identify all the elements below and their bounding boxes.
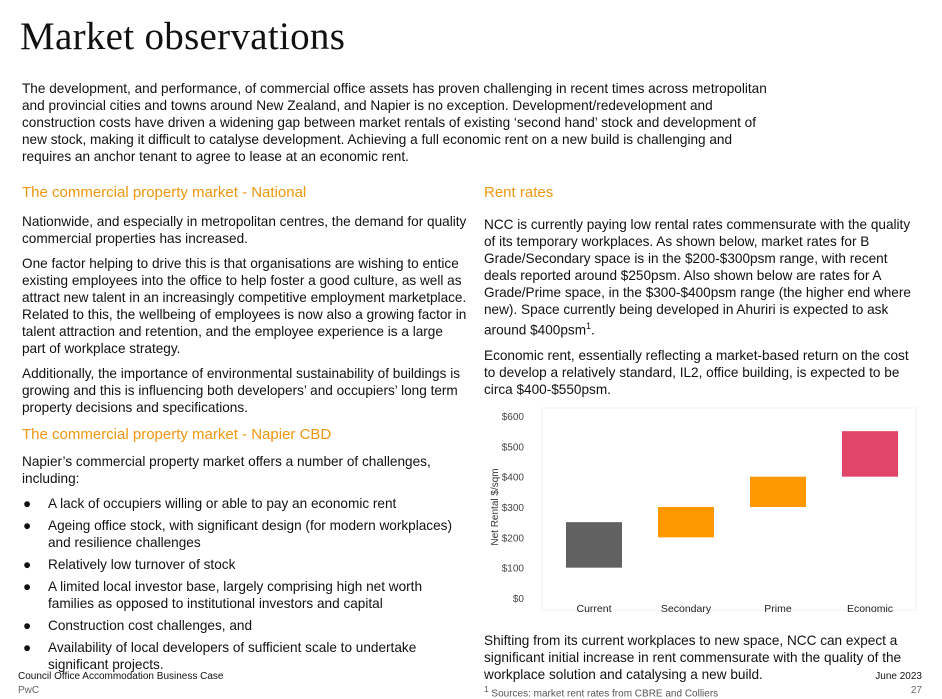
y-tick-label: $400 xyxy=(501,472,524,484)
list-item: ● Ageing office stock, with significant design (for modern workplaces) and resilience challenges xyxy=(23,518,452,550)
bullet-icon: ● xyxy=(23,518,32,533)
y-axis-label: Net Rental $/sqm xyxy=(490,467,501,546)
national-paragraph-1: Nationwide, and especially in metropolitan centres, the demand for quality commercial properties has increased. xyxy=(22,214,467,246)
list-item: ● A lack of occupiers willing or able to pay an economic rent xyxy=(23,496,397,511)
y-tick-label: $200 xyxy=(501,532,524,544)
bullet-icon: ● xyxy=(23,618,32,633)
x-tick-label: Economic xyxy=(846,602,894,615)
y-tick-label: $300 xyxy=(501,502,524,514)
bar xyxy=(750,476,806,506)
page-title: Market observations xyxy=(20,15,346,58)
heading-napier: The commercial property market - Napier CBD xyxy=(22,426,332,443)
rent-chart xyxy=(484,406,920,624)
bar xyxy=(566,522,622,567)
left-column xyxy=(22,184,467,678)
bullet-icon: ● xyxy=(23,557,32,572)
y-tick-label: $100 xyxy=(501,563,524,575)
footnote-ref: 1 xyxy=(586,321,592,331)
footer-title: Council Office Accommodation Business Case xyxy=(18,671,224,682)
list-item: ● Relatively low turnover of stock xyxy=(23,557,236,572)
bar xyxy=(658,507,714,537)
national-paragraph-3: Additionally, the importance of environmental sustainability of buildings is growing and this is influencing both developers’ and occupiers’ long term property decisions and specifications. xyxy=(22,366,461,415)
footnote: $^1$ Sources: market rent rates from CBRE and Colliers xyxy=(484,684,719,699)
footer-brand: PwC xyxy=(18,685,40,696)
napier-intro: Napier’s commercial property market offers a number of challenges, including: xyxy=(22,454,431,486)
y-tick-label: $600 xyxy=(501,411,524,423)
heading-rent-rates: Rent rates xyxy=(484,184,554,201)
x-tick-label: Secondary xyxy=(660,602,712,615)
x-tick-label: Current xyxy=(576,602,612,615)
heading-national: The commercial property market - National xyxy=(22,184,307,201)
intro-paragraph: The development, and performance, of commercial office assets has proven challenging in recent times across metropolitan and provincial cities and towns around New Zealand, and Napier is no exception. Development/redevelopment and construction costs have driven a widening gap between market rentals of existing ‘second hand’ stock and development of new stock, making it difficult to catalyse development. Achieving a full economic rent on a new build is challenging and requires an anchor tenant to agree to lease at an economic rent. xyxy=(22,81,767,164)
bullet-icon: ● xyxy=(23,640,32,655)
bar xyxy=(842,431,898,477)
bullet-icon: ● xyxy=(23,579,32,594)
y-tick-label: $0 xyxy=(512,593,524,605)
list-item: ● A limited local investor base, largely comprising high net worth families as opposed to institutional investors and capital xyxy=(23,579,423,611)
bullet-icon: ● xyxy=(23,496,32,511)
footer-date: June 2023 xyxy=(875,671,922,682)
rent-paragraph-1: NCC is currently paying low rental rates commensurate with the quality of its temporary workplaces. As shown below, market rates for B Grade/Secondary space is in the $200-$300psm range, with recent deals reported around $250psm. Also shown below are rates for A Grade/Prime space, in the $300-$400psm range (the higher end where new). Space currently being developed in Ahuriri is expected to ask around $400psm$^1$. xyxy=(484,217,911,338)
right-column xyxy=(484,184,920,691)
national-paragraph-2: One factor helping to drive this is that organisations are wishing to entice existing employees into the office to help foster a good culture, as well as attract new talent in an increasingly competitive employment marketplace. Related to this, the wellbeing of employees is now also a growing factor in talent attraction and retention, and the employee experience is a large part of workplace strategy. xyxy=(22,256,467,356)
challenges-list xyxy=(22,495,467,673)
rent-paragraph-2: Economic rent, essentially reflecting a market-based return on the cost to develop a relatively standard, IL2, office building, is expected to be circa $400-$550psm. xyxy=(484,347,909,397)
rent-paragraph-3: Shifting from its current workplaces to new space, NCC can expect a significant initial increase in rent commensurate with the quality of the workplace solution and catalysing a new build. xyxy=(484,632,902,682)
list-item: ● Construction cost challenges, and xyxy=(23,618,253,633)
x-tick-label: Prime xyxy=(764,602,792,615)
list-item: ● Availability of local developers of sufficient scale to undertake significant projects. xyxy=(23,640,417,672)
rent-chart-svg xyxy=(484,406,920,624)
page-number: 27 xyxy=(910,685,922,696)
y-tick-label: $500 xyxy=(501,441,524,453)
